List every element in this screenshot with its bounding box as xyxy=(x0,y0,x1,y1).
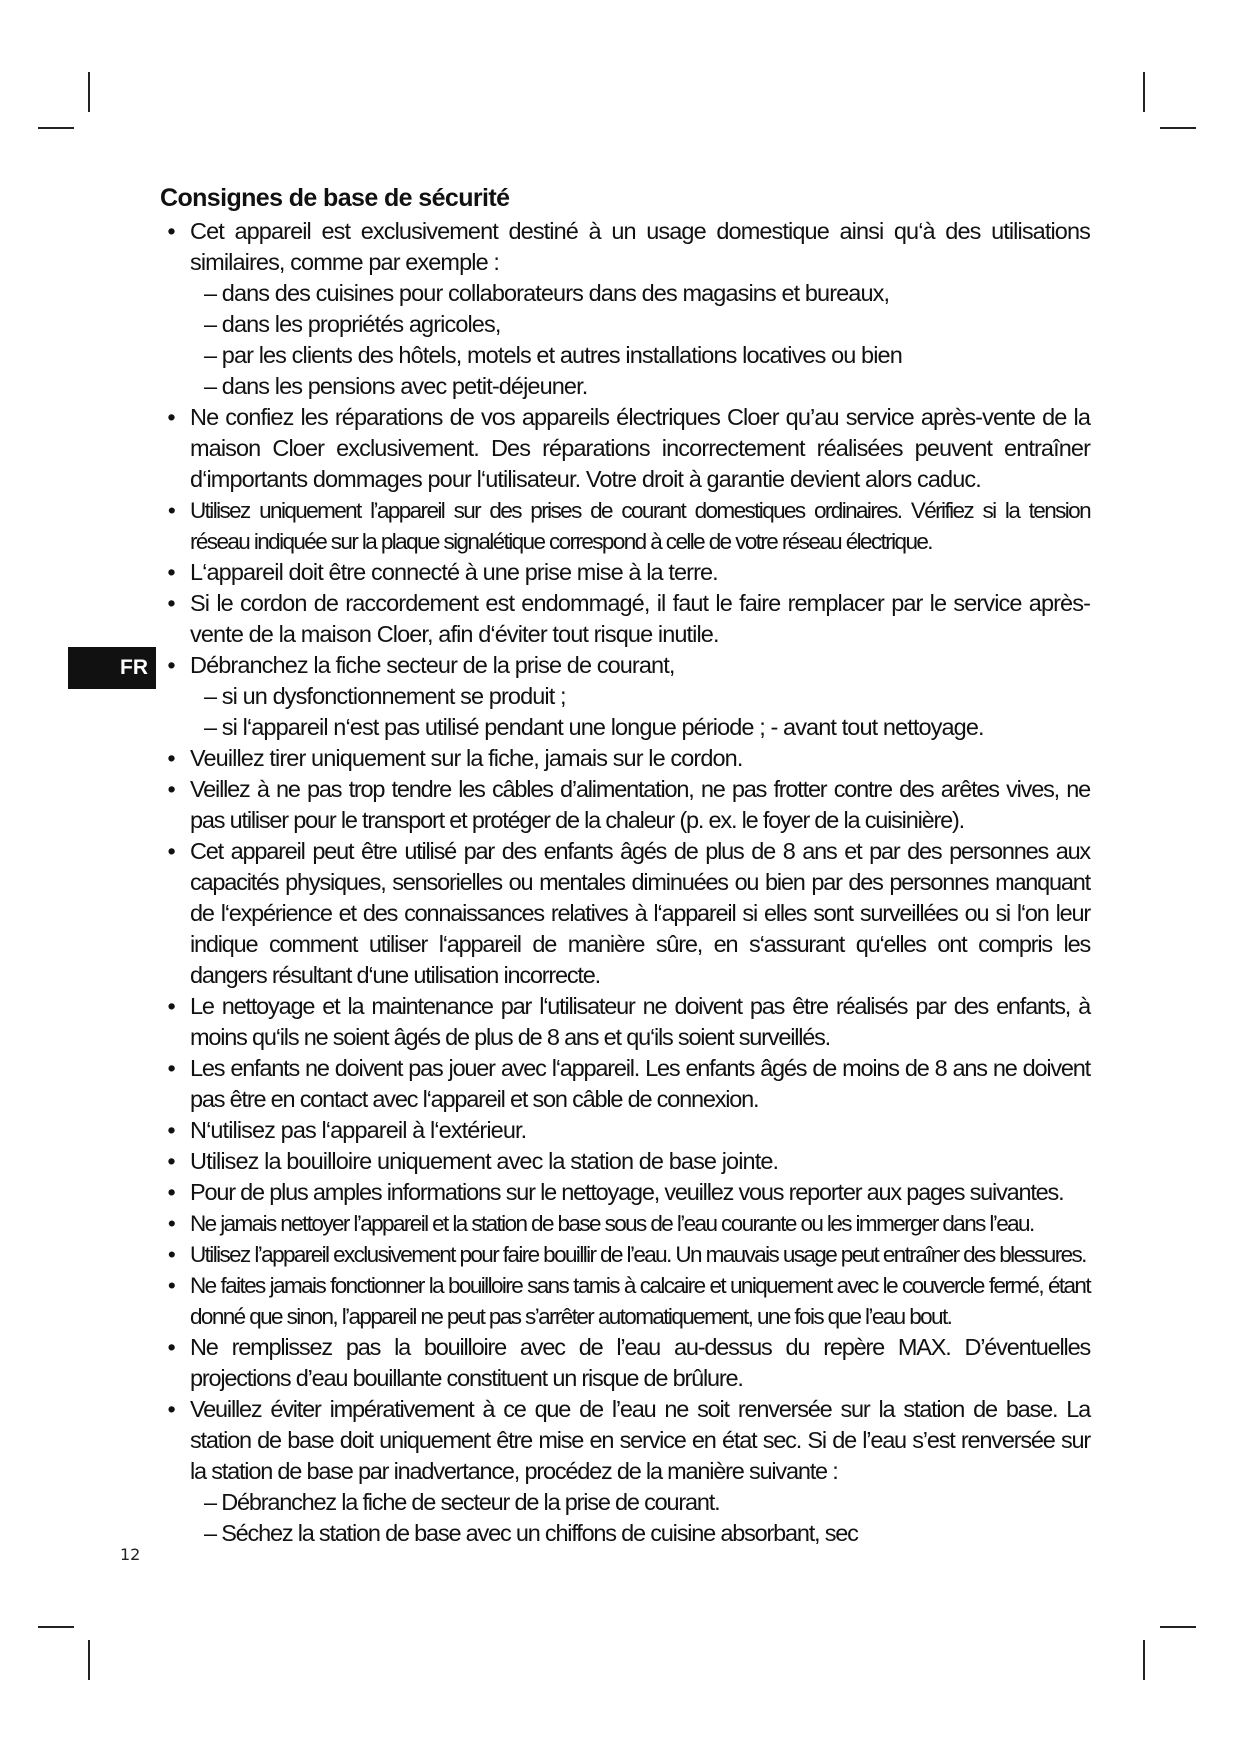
list-item xyxy=(160,1146,1090,1177)
bullet-icon: • xyxy=(167,590,175,616)
list-item-text: L‘appareil doit être connecté à une prise mise à la terre. xyxy=(190,559,718,585)
crop-mark-top-left-vertical xyxy=(88,72,90,112)
list-item-text: Cet appareil est exclusivement destiné à un usage domestique ainsi qu‘à des utilisations similaires, comme par exemple : xyxy=(190,218,1090,275)
crop-mark-top-right-horizontal xyxy=(1160,127,1196,129)
bullet-icon: • xyxy=(167,1396,175,1422)
page-number: 12 xyxy=(120,1545,141,1564)
list-item-text: Débranchez la fiche secteur de la prise de courant, xyxy=(190,652,675,678)
list-item-text: Ne confiez les réparations de vos appareils électriques Cloer qu’au service après-vente de la maison Cloer exclusivement. Des réparations incorrectement réalisées peuvent entraîner d‘importants dommages pour l‘utilisateur. Votre droit à garantie devient alors caduc. xyxy=(190,404,1090,492)
crop-mark-bottom-left-horizontal xyxy=(38,1626,74,1628)
bullet-icon: • xyxy=(167,498,175,523)
crop-mark-top-left-horizontal xyxy=(38,127,74,129)
list-item xyxy=(160,588,1090,650)
crop-mark-bottom-left-vertical xyxy=(88,1640,90,1680)
list-item xyxy=(160,743,1090,774)
list-item xyxy=(160,495,1090,557)
bullet-icon: • xyxy=(167,404,175,430)
sub-item: – dans les pensions avec petit-déjeuner. xyxy=(204,373,588,399)
list-item xyxy=(160,1239,1090,1270)
list-item-text: Ne faites jamais fonctionner la bouilloire sans tamis à calcaire et uniquement avec le couvercle fermé, étant donné que sinon, l’appareil ne peut pas s’arrêter automatiquement, une fois que l’eau bout. xyxy=(190,1273,1090,1329)
list-item-text: Utilisez uniquement l’appareil sur des prises de courant domestiques ordinaires. Vérifiez si la tension réseau indiquée sur la plaque signalétique correspond à celle de votre réseau électrique. xyxy=(190,498,1090,554)
list-item-text: Pour de plus amples informations sur le nettoyage, veuillez vous reporter aux pages suivantes. xyxy=(190,1179,1064,1205)
crop-mark-bottom-right-horizontal xyxy=(1160,1626,1196,1628)
bullet-icon: • xyxy=(167,1211,175,1236)
sub-item: – Débranchez la fiche de secteur de la prise de courant. xyxy=(204,1489,720,1515)
list-item xyxy=(160,774,1090,836)
list-item-text: Ne remplissez pas la bouilloire avec de l’eau au-dessus du repère MAX. D’éventuelles projections d’eau bouillante constituent un risque de brûlure. xyxy=(190,1334,1090,1391)
crop-mark-bottom-right-vertical xyxy=(1143,1640,1145,1680)
list-item xyxy=(160,991,1090,1053)
list-item-text: Utilisez l’appareil exclusivement pour faire bouillir de l’eau. Un mauvais usage peut entraîner des blessures. xyxy=(190,1242,1086,1267)
list-item xyxy=(160,216,1090,402)
list-item xyxy=(160,1177,1090,1208)
bullet-icon: • xyxy=(167,1117,175,1143)
list-item xyxy=(160,1053,1090,1115)
bullet-icon: • xyxy=(167,1148,175,1174)
bullet-icon: • xyxy=(167,745,175,771)
list-item-text: Veillez à ne pas trop tendre les câbles d’alimentation, ne pas frotter contre des arêtes vives, ne pas utiliser pour le transport et protéger de la chaleur (p. ex. le foyer de la cuisinière). xyxy=(190,776,1090,833)
list-item xyxy=(160,1115,1090,1146)
crop-mark-top-right-vertical xyxy=(1143,72,1145,112)
bullet-icon: • xyxy=(167,993,175,1019)
list-item-text: Veuillez éviter impérativement à ce que de l’eau ne soit renversée sur la station de base. La station de base doit uniquement être mise en service en état sec. Si de l’eau s’est renversée sur la station de base par inadvertance, procédez de la manière suivante : xyxy=(190,1396,1090,1484)
sub-item: – Séchez la station de base avec un chiffons de cuisine absorbant, sec xyxy=(204,1520,858,1546)
bullet-icon: • xyxy=(167,559,175,585)
list-item xyxy=(160,836,1090,991)
bullet-icon: • xyxy=(167,218,175,244)
list-item-text: Veuillez tirer uniquement sur la fiche, jamais sur le cordon. xyxy=(190,745,743,771)
bullet-icon: • xyxy=(167,1055,175,1081)
list-item-text: Les enfants ne doivent pas jouer avec l‘appareil. Les enfants âgés de moins de 8 ans ne doivent pas être en contact avec l‘appareil et son câble de connexion. xyxy=(190,1055,1090,1112)
bullet-icon: • xyxy=(167,776,175,802)
list-item xyxy=(160,650,1090,743)
bullet-icon: • xyxy=(167,1273,175,1298)
sub-item: – si l‘appareil n‘est pas utilisé pendant une longue période ; - avant tout nettoyage. xyxy=(204,714,984,740)
list-item xyxy=(160,1394,1090,1549)
list-item-text: Ne jamais nettoyer l’appareil et la station de base sous de l’eau courante ou les immerger dans l’eau. xyxy=(190,1211,1034,1236)
list-item-text: Cet appareil peut être utilisé par des enfants âgés de plus de 8 ans et par des personnes aux capacités physiques, sensorielles ou mentales diminuées ou bien par des personnes manquant de l‘expérience et des connaissances relatives à l‘appareil si elles sont surveillées ou si l‘on leur indique comment utiliser l‘appareil de manière sûre, en s‘assurant qu‘elles ont compris les dangers résultant d‘une utilisation incorrecte. xyxy=(190,838,1090,988)
list-item-text: N‘utilisez pas l‘appareil à l‘extérieur. xyxy=(190,1117,527,1143)
section-heading: Consignes de base de sécurité xyxy=(160,184,510,212)
sub-item: – dans des cuisines pour collaborateurs dans des magasins et bureaux, xyxy=(204,280,890,306)
sub-item: – si un dysfonctionnement se produit ; xyxy=(204,683,566,709)
safety-list xyxy=(160,216,1090,1549)
bullet-icon: • xyxy=(167,652,175,678)
list-item xyxy=(160,1208,1090,1239)
list-item xyxy=(160,1332,1090,1394)
sub-item: – dans les propriétés agricoles, xyxy=(204,311,501,337)
safety-instructions xyxy=(160,182,1090,1549)
bullet-icon: • xyxy=(167,1242,175,1267)
sub-item: – par les clients des hôtels, motels et autres installations locatives ou bien xyxy=(204,342,902,368)
language-tab: FR xyxy=(68,647,156,689)
list-item xyxy=(160,1270,1090,1332)
list-item xyxy=(160,557,1090,588)
bullet-icon: • xyxy=(167,1179,175,1205)
list-item-text: Utilisez la bouilloire uniquement avec la station de base jointe. xyxy=(190,1148,779,1174)
bullet-icon: • xyxy=(167,838,175,864)
list-item xyxy=(160,402,1090,495)
bullet-icon: • xyxy=(167,1334,175,1360)
list-item-text: Si le cordon de raccordement est endommagé, il faut le faire remplacer par le service après-vente de la maison Cloer, afin d‘éviter tout risque inutile. xyxy=(190,590,1090,647)
list-item-text: Le nettoyage et la maintenance par l‘utilisateur ne doivent pas être réalisés par des enfants, à moins qu‘ils ne soient âgés de plus de 8 ans et qu‘ils soient surveillés. xyxy=(190,993,1090,1050)
